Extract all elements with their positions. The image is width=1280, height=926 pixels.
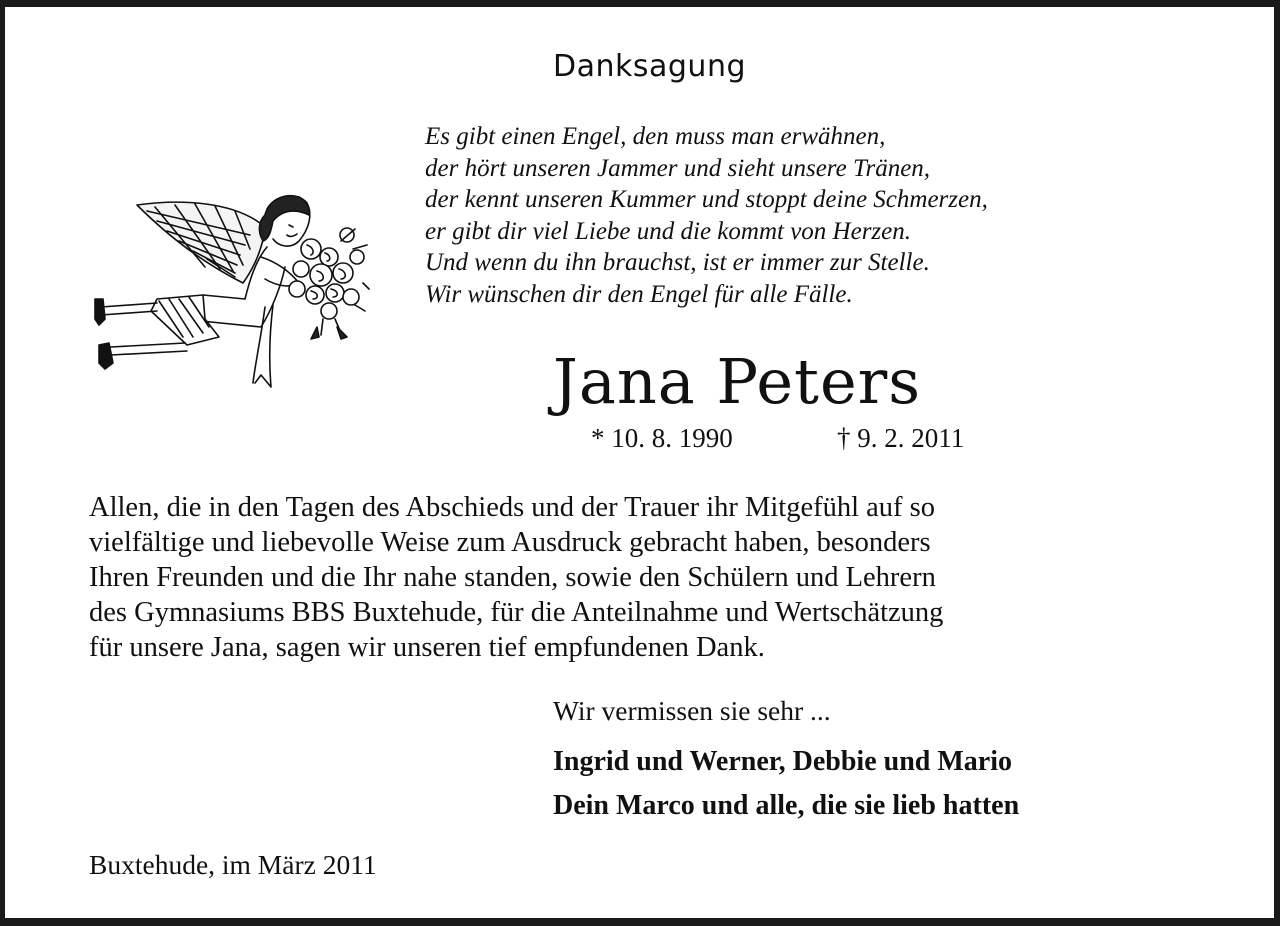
signers: [553, 740, 1019, 828]
poem-line: er gibt dir viel Liebe und die kommt von Herzen.: [425, 217, 912, 245]
deceased-name: Jana Peters: [553, 345, 922, 418]
text-line: Allen, die in den Tagen des Abschieds und der Trauer ihr Mitgefühl auf so: [89, 492, 935, 523]
poem-line: Es gibt einen Engel, den muss man erwähnen,: [425, 123, 886, 150]
poem-line: der kennt unseren Kummer und stoppt deine Schmerzen,: [425, 186, 988, 213]
signer-line: Ingrid und Werner, Debbie und Mario: [553, 746, 1012, 777]
poem: [425, 121, 988, 310]
text-line: Ihren Freunden und die Ihr nahe standen, sowie den Schülern und Lehrern: [89, 562, 936, 593]
thank-you-text: [89, 490, 943, 665]
closing-line: Wir vermissen sie sehr ...: [553, 695, 831, 726]
angel-with-bouquet-icon: [85, 187, 370, 397]
text-line: für unsere Jana, sagen wir unseren tief empfundenen Dank.: [89, 632, 765, 663]
text-line: vielfältige und liebevolle Weise zum Ausdruck gebracht haben, besonders: [89, 527, 931, 558]
poem-line: Wir wünschen dir den Engel für alle Fälle.: [425, 280, 853, 308]
place-date: Buxtehude, im März 2011: [89, 849, 377, 880]
poem-line: Und wenn du ihn brauchst, ist er immer zur Stelle.: [425, 249, 930, 276]
notice-heading: Danksagung: [553, 49, 746, 84]
text-line: des Gymnasiums BBS Buxtehude, für die Anteilnahme und Wertschätzung: [89, 597, 944, 628]
birth-date: * 10. 8. 1990: [591, 423, 733, 453]
signer-line: Dein Marco und alle, die sie lieb hatten: [553, 790, 1020, 821]
poem-line: der hört unseren Jammer und sieht unsere Tränen,: [425, 154, 931, 182]
death-date: † 9. 2. 2011: [837, 423, 965, 453]
